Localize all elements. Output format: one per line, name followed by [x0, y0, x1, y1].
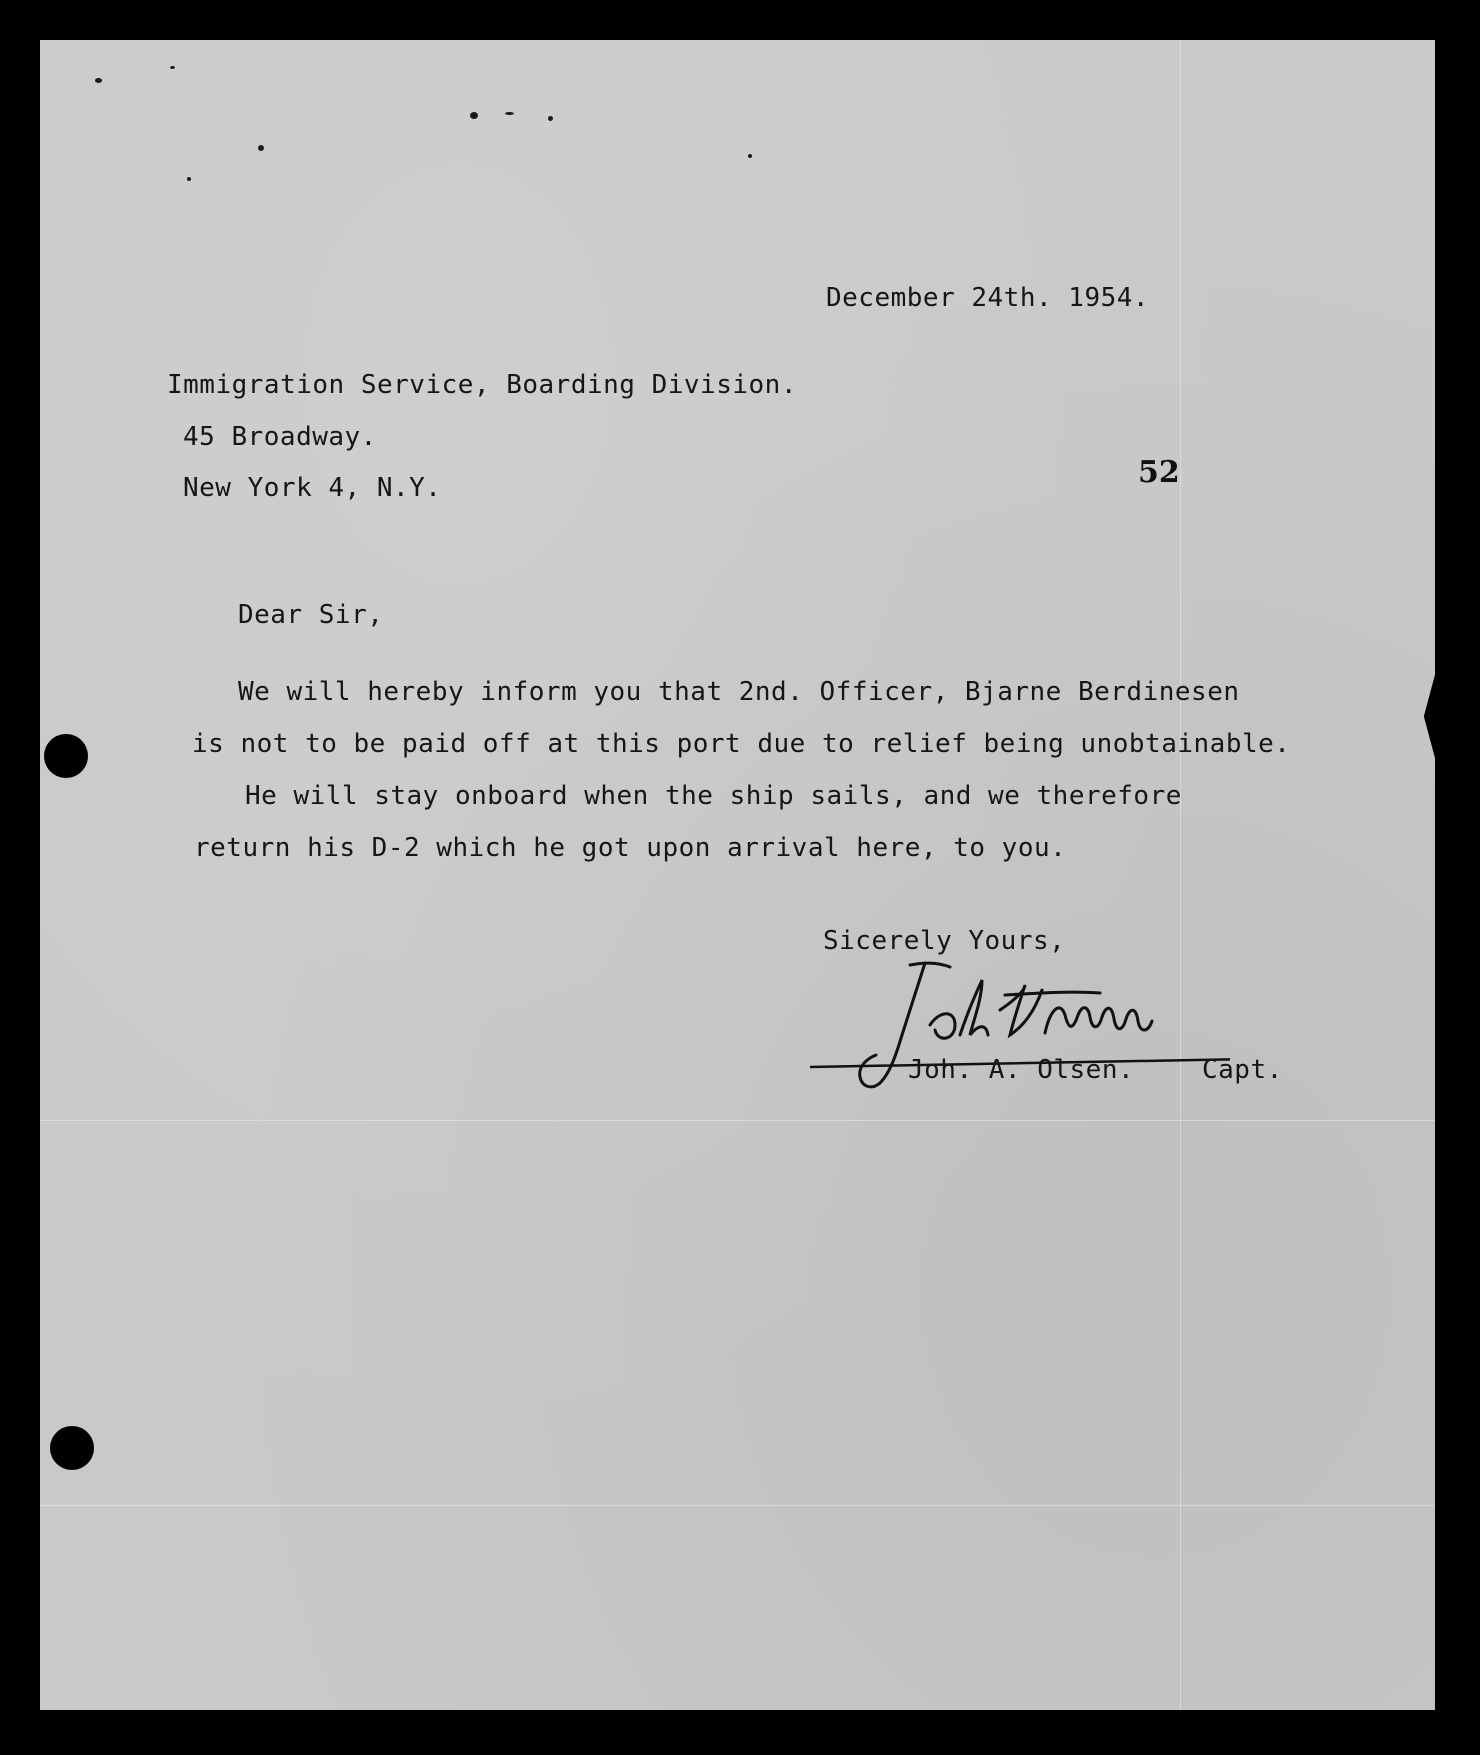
ink-speck: [170, 66, 175, 69]
paper-fold: [40, 1505, 1435, 1506]
signature-title: Capt.: [1202, 1055, 1283, 1085]
recipient-line-1: Immigration Service, Boarding Division.: [167, 370, 797, 400]
ink-speck: [258, 145, 264, 151]
ink-speck: [470, 112, 478, 119]
page-number: 52: [1138, 455, 1180, 490]
ink-speck: [187, 177, 191, 181]
ink-speck: [95, 78, 102, 83]
body-line-1: We will hereby inform you that 2nd. Officer, Bjarne Berdinesen: [238, 677, 1240, 707]
ink-speck: [548, 116, 553, 121]
paper-fold: [40, 1120, 1435, 1121]
ink-speck: [748, 154, 752, 158]
recipient-line-2: 45 Broadway.: [183, 422, 377, 452]
body-line-2: is not to be paid off at this port due to relief being unobtainable.: [192, 729, 1291, 759]
body-line-3: He will stay onboard when the ship sails, and we therefore: [245, 781, 1182, 811]
closing: Sicerely Yours,: [823, 926, 1066, 956]
paper-crease: [1180, 40, 1181, 1710]
ink-speck: [505, 112, 514, 115]
letter-date: December 24th. 1954.: [826, 283, 1150, 313]
recipient-line-3: New York 4, N.Y.: [183, 473, 442, 503]
signature-name: Joh. A. Olsen.: [908, 1055, 1135, 1085]
punch-hole: [44, 734, 88, 778]
body-line-4: return his D-2 which he got upon arrival here, to you.: [194, 833, 1067, 863]
letter-page: [40, 40, 1435, 1710]
punch-hole: [50, 1426, 94, 1470]
salutation: Dear Sir,: [238, 600, 384, 630]
